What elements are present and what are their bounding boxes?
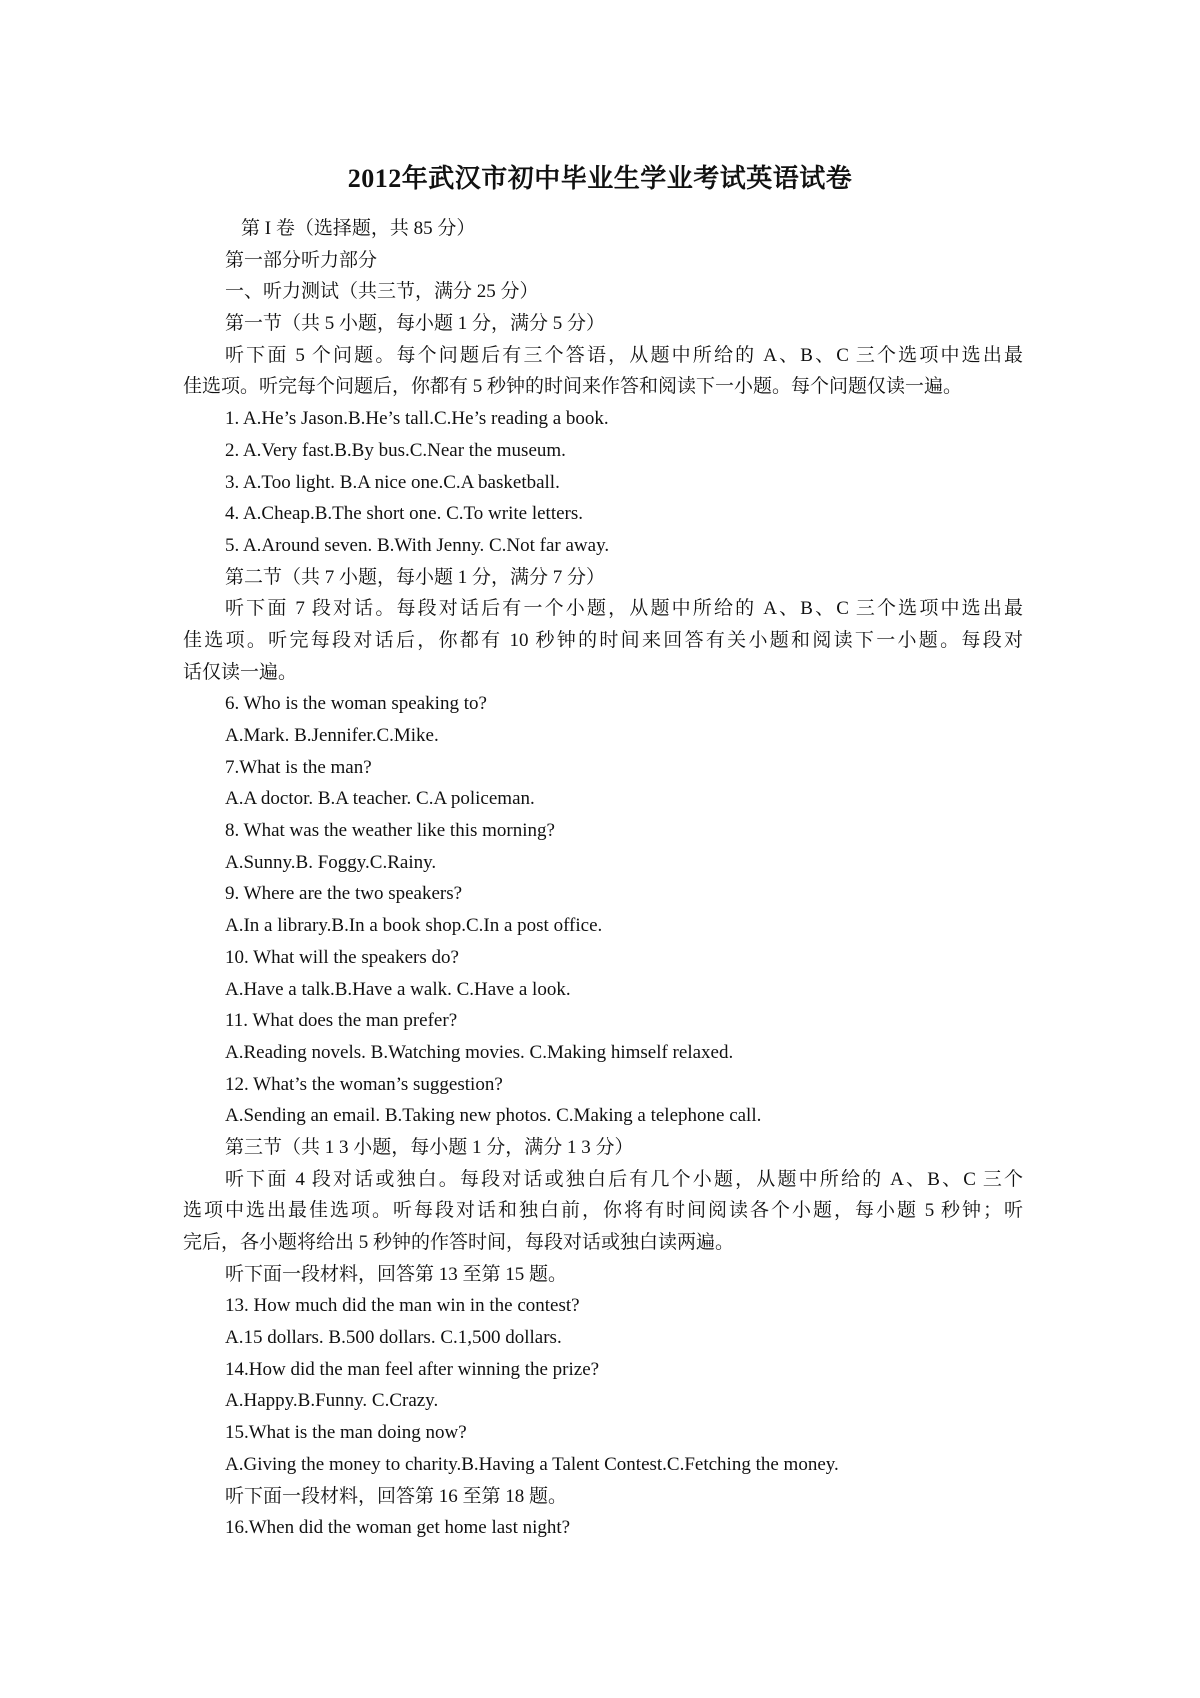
text-line: 话仅读一遍。 <box>183 661 298 683</box>
text-line: A.Happy.B.Funny. C.Crazy. <box>225 1390 439 1412</box>
text-line: A.Sunny.B. Foggy.C.Rainy. <box>225 851 437 873</box>
text-line: 1. A.He’s Jason.B.He’s tall.C.He’s reading a book. <box>225 408 609 430</box>
text-line: 完后，各小题将给出 5 秒钟的作答时间，每段对话或独白读两遍。 <box>183 1232 735 1253</box>
text-line: 6. Who is the woman speaking to? <box>225 693 487 715</box>
text-line: 11. What does the man prefer? <box>225 1010 458 1032</box>
text-line: 听下面 7 段对话。每段对话后有一个小题，从题中所给的 A、B、C 三个选项中选出最 <box>225 598 1023 620</box>
text-line: 第二节（共 7 小题，每小题 1 分，满分 7 分） <box>225 566 606 588</box>
text-line: 听下面 4 段对话或独白。每段对话或独白后有几个小题，从题中所给的 A、B、C 三个 <box>225 1168 1023 1190</box>
text-line: 4. A.Cheap.B.The short one. C.To write letters. <box>225 503 584 525</box>
text-line: 10. What will the speakers do? <box>225 946 459 968</box>
text-line: A.Mark. B.Jennifer.C.Mike. <box>225 725 439 746</box>
text-line: A.In a library.B.In a book shop.C.In a post office. <box>225 915 603 937</box>
text-line: 第三节（共 1 3 小题，每小题 1 分，满分 1 3 分） <box>225 1136 634 1158</box>
text-line: 14.How did the man feel after winning the prize? <box>225 1358 600 1380</box>
text-line: A.A doctor. B.A teacher. C.A policeman. <box>225 788 535 810</box>
text-line: 2. A.Very fast.B.By bus.C.Near the museum. <box>225 439 566 461</box>
text-line: 第 I 卷（选择题，共 85 分） <box>241 218 476 239</box>
exam-title: 2012年武汉市初中毕业生学业考试英语试卷 <box>347 164 853 193</box>
text-line: A.Giving the money to charity.B.Having a Talent Contest.C.Fetching the money. <box>225 1453 839 1475</box>
text-line: 听下面一段材料，回答第 13 至第 15 题。 <box>225 1263 568 1285</box>
text-line: A.Sending an email. B.Taking new photos. C.Making a telephone call. <box>225 1105 762 1127</box>
text-line: 听下面一段材料，回答第 16 至第 18 题。 <box>225 1485 568 1507</box>
text-line: 8. What was the weather like this morning? <box>225 820 555 842</box>
text-line: 9. Where are the two speakers? <box>225 883 463 905</box>
text-line: 一、听力测试（共三节，满分 25 分） <box>225 281 539 303</box>
text-line: 15.What is the man doing now? <box>225 1422 467 1444</box>
text-line: 13. How much did the man win in the contest? <box>225 1295 580 1317</box>
text-line: 佳选项。听完每个问题后，你都有 5 秒钟的时间来作答和阅读下一小题。每个问题仅读一遍。 <box>183 376 963 398</box>
text-line: 3. A.Too light. B.A nice one.C.A basketball. <box>225 471 560 493</box>
text-line: 7.What is the man? <box>225 756 372 778</box>
text-line: 12. What’s the woman’s suggestion? <box>225 1073 503 1095</box>
text-line: A.Have a talk.B.Have a walk. C.Have a look. <box>225 978 571 1000</box>
text-line: 听下面 5 个问题。每个问题后有三个答语，从题中所给的 A、B、C 三个选项中选出最 <box>225 344 1023 366</box>
text-line: 选项中选出最佳选项。听每段对话和独白前，你将有时间阅读各个小题，每小题 5 秒钟；听 <box>183 1200 1023 1222</box>
exam-body <box>183 213 1023 1544</box>
text-line: 5. A.Around seven. B.With Jenny. C.Not far away. <box>225 534 610 556</box>
text-line: A.15 dollars. B.500 dollars. C.1,500 dollars. <box>225 1327 562 1349</box>
text-line: 佳选项。听完每段对话后，你都有 10 秒钟的时间来回答有关小题和阅读下一小题。每段对 <box>183 629 1023 651</box>
text-line: 第一部分听力部分 <box>225 249 378 271</box>
text-line: 第一节（共 5 小题，每小题 1 分，满分 5 分） <box>225 313 606 335</box>
text-line: A.Reading novels. B.Watching movies. C.Making himself relaxed. <box>225 1041 734 1063</box>
text-line: 16.When did the woman get home last night? <box>225 1517 571 1539</box>
